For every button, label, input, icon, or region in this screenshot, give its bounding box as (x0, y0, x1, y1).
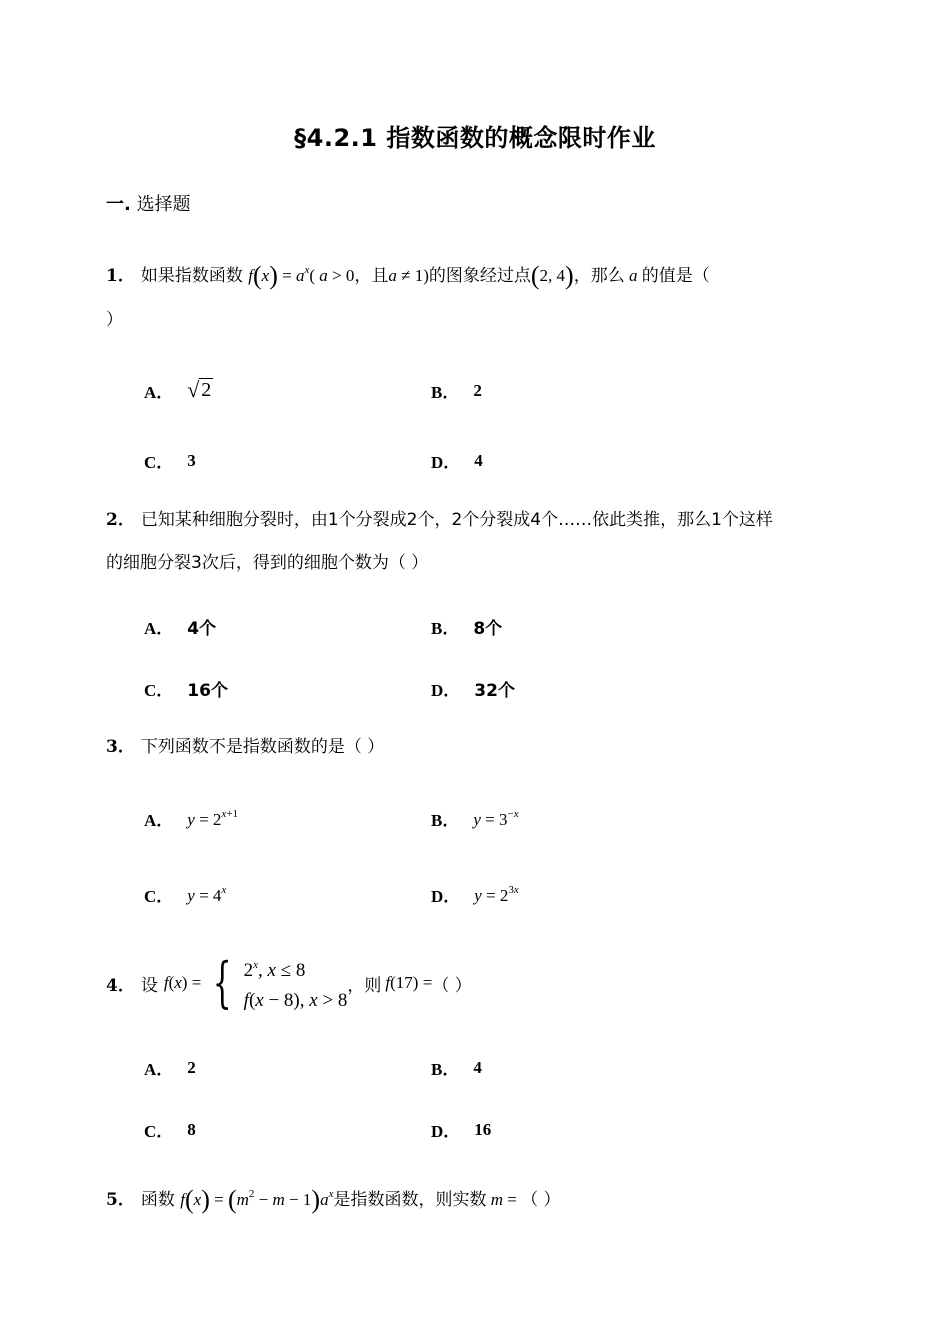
question-text: （ ） (432, 975, 472, 996)
question-number: 5． (106, 1190, 135, 1210)
option-value: 32个 (474, 681, 515, 701)
option-label: A． (144, 1060, 174, 1079)
question-text: 的值是（ (641, 266, 710, 286)
option-value: 4个 (187, 619, 217, 639)
option-label: D． (431, 681, 461, 700)
question-text: 的图象经过点 (428, 266, 531, 286)
page-title: §4.2.1 指数函数的概念限时作业 (294, 124, 656, 152)
question-text: ，那么 (573, 266, 625, 286)
option-label: C． (144, 1122, 174, 1141)
option-formula: $y = 2^{3x}$ (474, 883, 519, 905)
question-1: 1． 如果指数函数 $f(x) = a^x$( a > 0，且a ≠ 1)的图象经过点(2, 4)，那么 a 的值是（ (106, 261, 710, 290)
option-label: B． (431, 383, 460, 402)
option-a[interactable] (144, 614, 216, 639)
option-d[interactable] (431, 882, 519, 907)
option-d[interactable] (431, 676, 515, 701)
option-label: B． (431, 811, 460, 830)
option-label: B． (431, 1060, 460, 1079)
section-label: 选择题 (136, 194, 191, 215)
option-value: 3 (187, 450, 196, 470)
option-value: 2 (187, 1057, 196, 1077)
question-number: 2． (106, 510, 135, 530)
option-a[interactable] (144, 806, 238, 831)
option-label: C． (144, 887, 174, 906)
option-d[interactable] (431, 448, 483, 473)
formula-f-of-x: f (248, 266, 253, 285)
formula: $f(x) = (m^2 - m - 1)a^x$ (180, 1185, 334, 1214)
option-label: B． (431, 619, 460, 638)
option-value: 2 (201, 379, 212, 401)
option-value: 4 (474, 450, 483, 470)
option-value: 8个 (473, 619, 503, 639)
question-text: 设 (140, 975, 158, 996)
sqrt-symbol (187, 379, 213, 402)
question-text: 的细胞分裂3次后，得到的细胞个数为（ ） (106, 553, 429, 573)
option-label: C． (144, 453, 174, 472)
option-b[interactable] (431, 1055, 482, 1080)
option-value: 8 (187, 1119, 196, 1139)
question-text: ，且 (354, 266, 389, 286)
question-2-line2 (106, 541, 846, 585)
option-value: 16 (474, 1119, 492, 1139)
option-a[interactable] (144, 1055, 196, 1080)
question-text: 如果指数函数 (140, 266, 243, 286)
question-2 (106, 498, 846, 542)
option-formula: $y = 2^{x+1}$ (187, 807, 239, 829)
option-formula: $y = 3^{-x}$ (473, 807, 519, 829)
question-4: 4． 设 f ( x ) = { 2$^x$, x ≤ 8 f(x − 8), x > 8 ，则 f(17) = （ ） (106, 951, 472, 1014)
question-1-close (106, 298, 846, 342)
question-text: 已知某种细胞分裂时，由1个分裂成2个，2个分裂成4个……依此类推，那么1个这样 (140, 510, 773, 530)
question-3 (106, 725, 846, 769)
option-label: C． (144, 681, 174, 700)
question-text: 下列函数不是指数函数的是（ ） (140, 737, 385, 757)
option-label: A． (144, 383, 174, 402)
question-text: ） (106, 310, 123, 330)
question-text: 是指数函数，则实数 (333, 1190, 487, 1210)
question-text: ，则 (347, 975, 382, 996)
option-label: D． (431, 453, 461, 472)
piecewise-formula: f ( x ) = { 2$^x$, x ≤ 8 f(x − 8), x > 8 (163, 951, 348, 1014)
option-c[interactable] (144, 676, 228, 701)
option-label: D． (431, 887, 461, 906)
question-number: 1． (106, 266, 135, 286)
question-5: 5． 函数 $f(x) = (m^2 - m - 1)a^x$是指数函数，则实数 m = （ ） (106, 1185, 561, 1214)
option-b[interactable] (431, 378, 482, 403)
option-c[interactable] (144, 882, 226, 907)
question-text: （ ） (521, 1190, 561, 1210)
option-label: A． (144, 619, 174, 638)
option-d[interactable] (431, 1117, 491, 1142)
option-label: D． (431, 1122, 461, 1141)
question-text: 函数 (140, 1190, 175, 1210)
question-number: 4． (106, 975, 135, 996)
option-b[interactable] (431, 614, 502, 639)
option-value: 16个 (187, 681, 228, 701)
option-c[interactable] (144, 1117, 196, 1142)
option-value: 2 (473, 380, 482, 400)
section-heading (106, 190, 191, 216)
section-number: 一. (106, 194, 131, 215)
option-c[interactable] (144, 448, 196, 473)
option-b[interactable] (431, 806, 519, 831)
option-label: A． (144, 811, 174, 830)
option-formula: $y = 4^x$ (187, 883, 227, 905)
option-a[interactable] (144, 378, 213, 403)
question-number: 3． (106, 737, 135, 757)
option-value: 4 (473, 1057, 482, 1077)
